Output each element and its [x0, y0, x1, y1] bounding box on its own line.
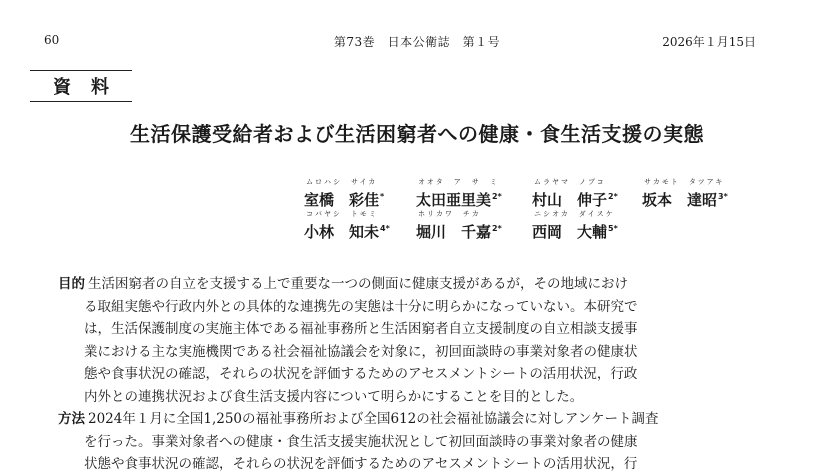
- purpose-line: 内外との連携状況および食生活支援内容について明らかにすることを目的とした。: [84, 388, 584, 405]
- abstract: [58, 273, 740, 476]
- author-ruby: サカモト タツアキ: [644, 178, 725, 186]
- author-name: 太田亜里美: [416, 191, 492, 209]
- abstract-purpose: [58, 273, 740, 408]
- purpose-label: 目的: [58, 276, 85, 292]
- author-row: [304, 178, 784, 210]
- methods-line: 2024年１月に全国1,250の福祉事務所および全国612の社会福祉協議会に対しアンケート調査: [88, 411, 659, 427]
- author-name: 村山 伸子: [532, 191, 608, 209]
- author: [304, 210, 416, 242]
- issue-date: 2026年１月15日: [662, 35, 756, 49]
- journal-citation: 第73巻 日本公衛誌 第１号: [333, 35, 501, 49]
- page-number: 60: [44, 33, 60, 47]
- author: [416, 178, 532, 210]
- author-row: [304, 210, 784, 242]
- purpose-line: 業における主な実施機関である社会福祉協議会を対象に，初回面談時の事業対象者の健康状: [84, 343, 638, 360]
- affiliation-mark: *: [380, 192, 385, 201]
- author-ruby: コバヤシ トモミ: [306, 210, 378, 218]
- affiliation-mark: 4*: [380, 224, 390, 233]
- purpose-line: は，生活保護制度の実施主体である福祉事務所と生活困窮者自立支援制度の自立相談支援事: [84, 321, 638, 337]
- affiliation-mark: 2*: [492, 192, 502, 201]
- methods-label: 方法: [58, 411, 85, 427]
- author-name: 西岡 大輔: [532, 223, 608, 241]
- author-ruby: ムロハシ サイカ: [306, 178, 378, 186]
- article-title: 生活保護受給者および生活困窮者への健康・食生活支援の実態: [130, 122, 704, 146]
- author-ruby: ホリカワ チカ: [418, 210, 481, 218]
- author: [304, 178, 416, 210]
- author: [532, 178, 642, 210]
- methods-line: を行った。事業対象者への健康・食生活支援実施状況として初回面談時の事業対象者の健康: [84, 433, 638, 450]
- author-name: 坂本 達昭: [642, 191, 718, 209]
- purpose-line: 態や食事状況の確認，それらの状況を評価するためのアセスメントシートの活用状況，行政: [84, 366, 638, 382]
- author: [416, 210, 532, 242]
- affiliation-mark: 5*: [608, 224, 618, 233]
- author: [532, 210, 642, 242]
- author-name: 堀川 千嘉: [416, 223, 492, 241]
- abstract-methods: [58, 408, 740, 476]
- affiliation-mark: 2*: [608, 192, 618, 201]
- author: [642, 178, 762, 210]
- affiliation-mark: 3*: [718, 192, 728, 201]
- author-ruby: オオタ ア サ ミ: [418, 178, 499, 186]
- affiliation-mark: 2*: [492, 224, 502, 233]
- purpose-line: 生活困窮者の自立を支援する上で重要な一つの側面に健康支援があるが，その地域におけ: [88, 276, 628, 292]
- author-name: 室橋 彩佳: [304, 191, 380, 209]
- author-ruby: ニシオカ ダイスケ: [534, 210, 615, 218]
- purpose-line: る取組実態や行政内外との具体的な連携先の実態は十分に明らかになっていない。本研究で: [84, 298, 638, 315]
- running-head: [0, 33, 834, 49]
- author-list: [304, 178, 784, 242]
- section-tag: 資料: [30, 70, 132, 102]
- author-name: 小林 知未: [304, 223, 380, 241]
- methods-line: 状態や食事状況の確認，それらの状況を評価するためのアセスメントシートの活用状況，行: [84, 456, 638, 472]
- author-ruby: ムラヤマ ノブコ: [534, 178, 606, 186]
